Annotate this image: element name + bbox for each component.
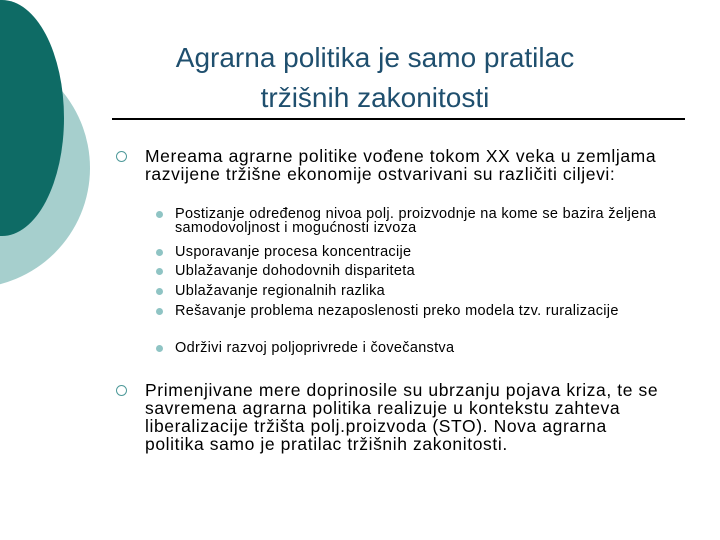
sub-bullet-2: Usporavanje procesa koncentracije xyxy=(175,244,412,260)
sub-bullet-1: Postizanje određenog nivoa polj. proizvodnje na kome se bazira željena samodovoljnost i mogućnosti izvoza xyxy=(175,206,657,236)
hollow-circle-bullet-icon xyxy=(116,151,127,162)
slide-title: Agrarna politika je samo pratilac tržišnih zakonitosti xyxy=(175,42,575,113)
dot-bullet-icon xyxy=(156,345,163,352)
dot-bullet-icon xyxy=(156,249,163,256)
dot-bullet-icon xyxy=(156,268,163,275)
decorative-circles xyxy=(0,0,130,300)
bullet-2-text: Primenjivane mere doprinosile su ubrzanju pojava kriza, te se savremena agrarna politika realizuje u kontekstu zahteva liberalizacije tržišta polj.proizvoda (STO). Nova agrarna politika samo je pratilac tržišnih zakonitosti. xyxy=(145,380,659,454)
sub-bullet-5: Rešavanje problema nezaposlenosti preko modela tzv. ruralizacije xyxy=(175,303,619,319)
dot-bullet-icon xyxy=(156,211,163,218)
sub-bullet-3: Ublažavanje dohodovnih dispariteta xyxy=(175,263,415,279)
bullet-1-text: Mereama agrarne politike vođene tokom XX veka u zemljama razvijene tržišne ekonomije ostvarivani su različiti ciljevi: xyxy=(145,146,657,184)
sub-bullet-4: Ublažavanje regionalnih razlika xyxy=(175,283,385,299)
sub-bullet-6: Održivi razvoj poljoprivrede i čovečanstva xyxy=(175,340,455,356)
title-divider xyxy=(112,118,685,120)
hollow-circle-bullet-icon xyxy=(116,385,127,396)
dot-bullet-icon xyxy=(156,308,163,315)
dot-bullet-icon xyxy=(156,288,163,295)
